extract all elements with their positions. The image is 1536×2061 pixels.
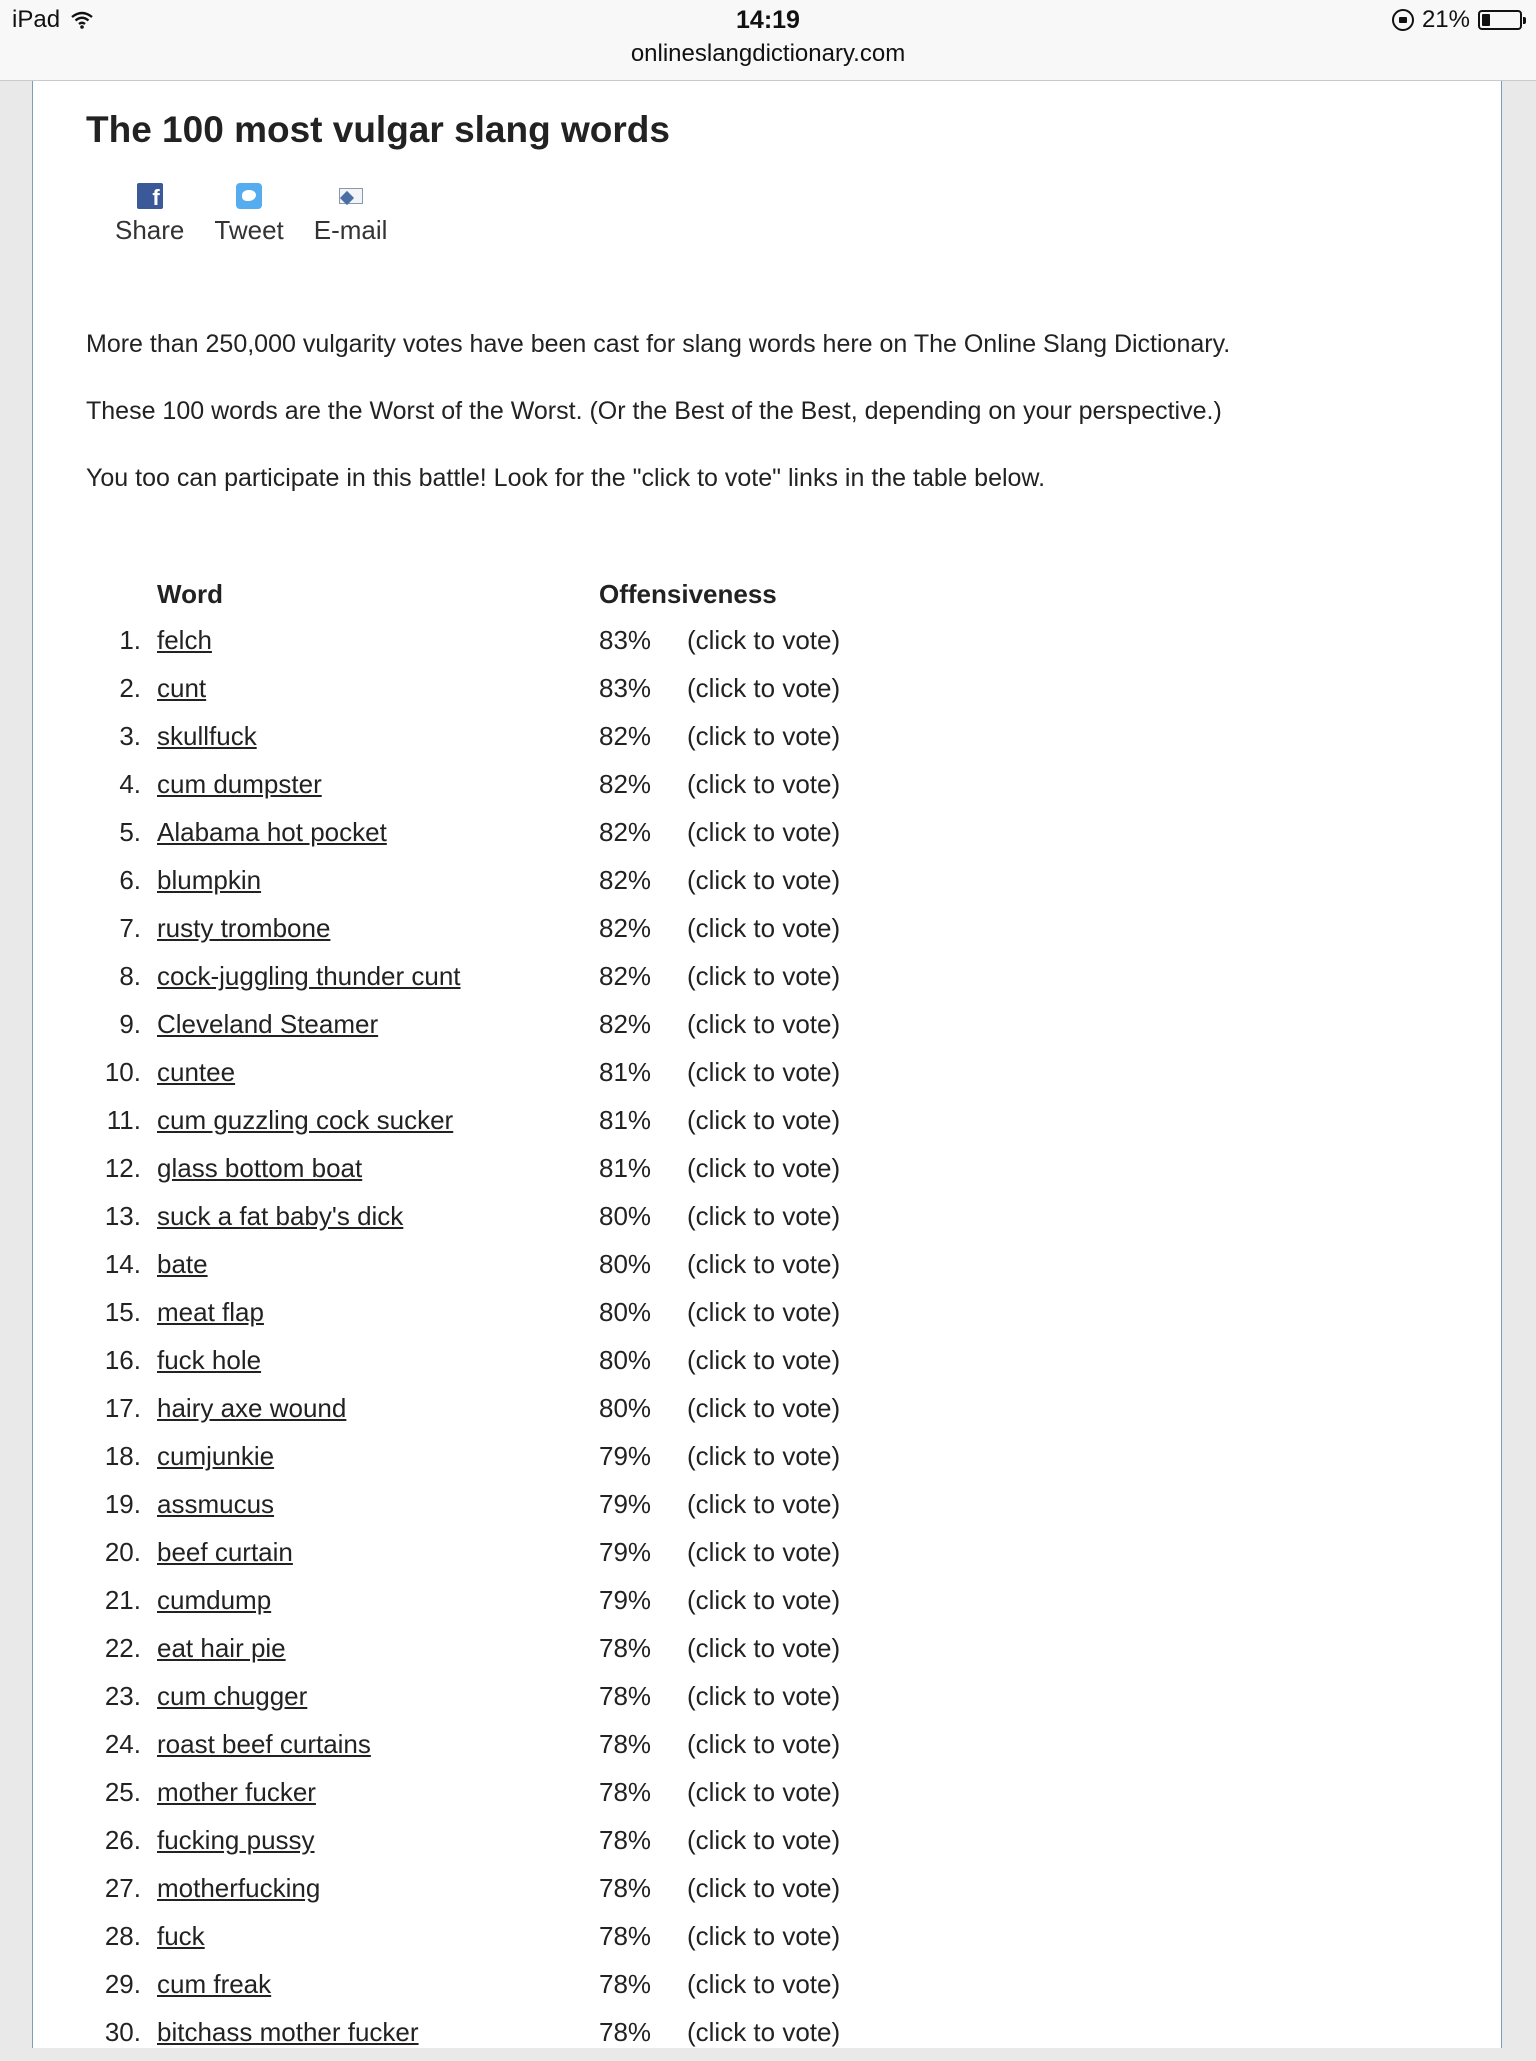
offensiveness-value: 78%: [599, 1921, 652, 1951]
rank-number: 2.: [119, 673, 141, 703]
page-title: The 100 most vulgar slang words: [86, 109, 670, 150]
word-link[interactable]: bate: [157, 1249, 208, 1279]
table-row: [33, 1389, 1503, 1437]
rank-number: 16.: [104, 1345, 141, 1375]
word-link[interactable]: blumpkin: [157, 865, 262, 895]
rank-number: 20.: [104, 1537, 141, 1567]
offensiveness-value: 79%: [599, 1441, 652, 1471]
rank-number: 30.: [104, 2017, 141, 2047]
offensiveness-value: 81%: [599, 1057, 652, 1087]
intro-paragraph: These 100 words are the Worst of the Worst. (Or the Best of the Best, depending on your perspective.): [86, 397, 1222, 425]
rank-number: 14.: [104, 1249, 141, 1279]
table-row: [33, 1197, 1503, 1245]
table-row: [33, 1773, 1503, 1821]
table-row: [33, 2013, 1503, 2061]
rank-number: 9.: [119, 1009, 141, 1039]
offensiveness-value: 79%: [599, 1585, 652, 1615]
offensiveness-value: 82%: [599, 913, 652, 943]
offensiveness-value: 78%: [599, 1681, 652, 1711]
word-link[interactable]: cumjunkie: [157, 1441, 275, 1471]
offensiveness-value: 82%: [599, 865, 652, 895]
email-icon: [338, 183, 364, 209]
vote-link[interactable]: (click to vote): [687, 1921, 841, 1951]
rank-number: 19.: [104, 1489, 141, 1519]
vote-link[interactable]: (click to vote): [687, 865, 841, 895]
offensiveness-value: 78%: [599, 1873, 652, 1903]
vote-link[interactable]: (click to vote): [687, 1057, 841, 1087]
share-label: Share: [115, 215, 185, 245]
status-bar: [0, 0, 1536, 81]
vote-link[interactable]: (click to vote): [687, 1585, 841, 1615]
offensiveness-value: 80%: [599, 1393, 652, 1423]
offensiveness-value: 78%: [599, 2017, 652, 2047]
offensiveness-value: 78%: [599, 1825, 652, 1855]
rank-number: 29.: [104, 1969, 141, 1999]
vote-link[interactable]: (click to vote): [687, 1105, 841, 1135]
vote-link[interactable]: (click to vote): [687, 961, 841, 991]
rank-number: 23.: [104, 1681, 141, 1711]
word-link[interactable]: felch: [157, 625, 212, 655]
word-link[interactable]: cum dumpster: [157, 769, 322, 799]
table-row: [33, 1293, 1503, 1341]
battery-level: [1482, 14, 1490, 26]
table-row: [33, 1149, 1503, 1197]
share-toolbar: [115, 183, 387, 246]
word-link[interactable]: skullfuck: [157, 721, 257, 751]
rank-number: 27.: [104, 1873, 141, 1903]
table-row: [33, 1053, 1503, 1101]
offensiveness-value: 80%: [599, 1201, 652, 1231]
word-link[interactable]: cumdump: [157, 1585, 272, 1615]
vote-link[interactable]: (click to vote): [687, 817, 841, 847]
table-row: [33, 1725, 1503, 1773]
rank-number: 21.: [104, 1585, 141, 1615]
twitter-icon: [236, 183, 262, 209]
offensiveness-value: 82%: [599, 721, 652, 751]
clock: 14:19: [736, 6, 800, 34]
vote-link[interactable]: (click to vote): [687, 1297, 841, 1327]
word-column-header: Word: [157, 579, 223, 609]
table-row: [33, 717, 1503, 765]
device-label: iPad: [12, 6, 61, 33]
vote-link[interactable]: (click to vote): [687, 1249, 841, 1279]
word-link[interactable]: suck a fat baby's dick: [157, 1201, 404, 1231]
vote-link[interactable]: (click to vote): [687, 1681, 841, 1711]
rank-number: 28.: [104, 1921, 141, 1951]
offensiveness-value: 82%: [599, 1009, 652, 1039]
offensiveness-value: 78%: [599, 1777, 652, 1807]
address-bar-url[interactable]: onlineslangdictionary.com: [630, 40, 906, 67]
table-row: [33, 1533, 1503, 1581]
offensiveness-value: 83%: [599, 673, 652, 703]
facebook-icon: f: [137, 183, 163, 209]
vote-link[interactable]: (click to vote): [687, 673, 841, 703]
table-row: [33, 957, 1503, 1005]
word-link[interactable]: eat hair pie: [157, 1633, 286, 1663]
table-row: [33, 1965, 1503, 2013]
offensiveness-value: 78%: [599, 1729, 652, 1759]
vote-link[interactable]: (click to vote): [687, 2017, 841, 2047]
rank-number: 10.: [104, 1057, 141, 1087]
word-link[interactable]: bitchass mother fucker: [157, 2017, 419, 2047]
rotation-lock-icon: [1392, 9, 1414, 31]
rank-number: 12.: [104, 1153, 141, 1183]
table-header: [33, 579, 1503, 619]
word-link[interactable]: rusty trombone: [157, 913, 331, 943]
word-link[interactable]: roast beef curtains: [157, 1729, 371, 1759]
rank-number: 18.: [104, 1441, 141, 1471]
table-row: [33, 1677, 1503, 1725]
email-button[interactable]: [314, 183, 388, 246]
rank-number: 17.: [104, 1393, 141, 1423]
table-row: [33, 669, 1503, 717]
table-row: [33, 1821, 1503, 1869]
email-label: E-mail: [313, 215, 388, 245]
offensiveness-value: 81%: [599, 1153, 652, 1183]
vote-link[interactable]: (click to vote): [687, 1825, 841, 1855]
offensiveness-value: 81%: [599, 1105, 652, 1135]
intro-paragraph: More than 250,000 vulgarity votes have been cast for slang words here on The Online Slang Dictionary.: [86, 330, 1231, 358]
table-row: [33, 1917, 1503, 1965]
vote-link[interactable]: (click to vote): [687, 1777, 841, 1807]
vote-link[interactable]: (click to vote): [687, 1345, 841, 1375]
offensiveness-value: 82%: [599, 769, 652, 799]
offensiveness-value: 79%: [599, 1537, 652, 1567]
vote-link[interactable]: (click to vote): [687, 625, 841, 655]
table-row: [33, 909, 1503, 957]
word-link[interactable]: cunt: [157, 673, 207, 703]
battery-percent: 21%: [1421, 6, 1470, 33]
table-row: [33, 1485, 1503, 1533]
word-link[interactable]: cum chugger: [157, 1681, 308, 1711]
status-right: [1392, 6, 1522, 34]
table-row: [33, 1437, 1503, 1485]
word-link[interactable]: mother fucker: [157, 1777, 316, 1807]
vote-link[interactable]: (click to vote): [687, 1441, 841, 1471]
word-list: [33, 621, 1503, 2061]
rank-number: 7.: [119, 913, 141, 943]
offensiveness-value: 79%: [599, 1489, 652, 1519]
intro-paragraph: You too can participate in this battle! Look for the "click to vote" links in the table below.: [86, 464, 1046, 492]
word-link[interactable]: Alabama hot pocket: [157, 817, 387, 847]
word-link[interactable]: meat flap: [157, 1297, 264, 1327]
vote-link[interactable]: (click to vote): [687, 913, 841, 943]
table-row: [33, 765, 1503, 813]
rank-number: 6.: [119, 865, 141, 895]
table-row: [33, 621, 1503, 669]
table-row: [33, 1581, 1503, 1629]
table-row: [33, 1629, 1503, 1677]
tweet-label: Tweet: [214, 215, 284, 245]
word-link[interactable]: beef curtain: [157, 1537, 293, 1567]
word-link[interactable]: Cleveland Steamer: [157, 1009, 379, 1039]
word-link[interactable]: cum guzzling cock sucker: [157, 1105, 454, 1135]
rank-number: 4.: [119, 769, 141, 799]
word-link[interactable]: fuck hole: [157, 1345, 262, 1375]
rank-number: 15.: [104, 1297, 141, 1327]
table-row: [33, 1005, 1503, 1053]
vote-link[interactable]: (click to vote): [687, 1393, 841, 1423]
battery-icon: [1478, 10, 1522, 30]
offensiveness-value: 78%: [599, 1633, 652, 1663]
word-link[interactable]: glass bottom boat: [157, 1153, 363, 1183]
offensiveness-value: 80%: [599, 1345, 652, 1375]
vote-link[interactable]: (click to vote): [687, 1969, 841, 1999]
word-link[interactable]: hairy axe wound: [157, 1393, 347, 1423]
offensiveness-value: 80%: [599, 1297, 652, 1327]
offensiveness-value: 80%: [599, 1249, 652, 1279]
vote-link[interactable]: (click to vote): [687, 1489, 841, 1519]
rank-number: 11.: [106, 1105, 141, 1135]
rank-number: 22.: [104, 1633, 141, 1663]
rank-number: 26.: [104, 1825, 141, 1855]
rank-number: 1.: [119, 625, 141, 655]
word-link[interactable]: cum freak: [157, 1969, 272, 1999]
table-row: [33, 861, 1503, 909]
vote-link[interactable]: (click to vote): [687, 1873, 841, 1903]
rank-number: 24.: [104, 1729, 141, 1759]
rank-number: 8.: [119, 961, 141, 991]
offensiveness-value: 82%: [599, 817, 652, 847]
offensiveness-column-header: Offensiveness: [599, 579, 777, 609]
word-link[interactable]: cuntee: [157, 1057, 236, 1087]
table-row: [33, 1869, 1503, 1917]
rank-number: 5.: [119, 817, 141, 847]
vote-link[interactable]: (click to vote): [687, 1633, 841, 1663]
vote-link[interactable]: (click to vote): [687, 1537, 841, 1567]
table-row: [33, 1245, 1503, 1293]
vote-link[interactable]: (click to vote): [687, 1153, 841, 1183]
table-row: [33, 1341, 1503, 1389]
rank-number: 25.: [104, 1777, 141, 1807]
vote-link[interactable]: (click to vote): [687, 1729, 841, 1759]
tweet-button[interactable]: [214, 183, 283, 246]
vote-link[interactable]: (click to vote): [687, 721, 841, 751]
table-row: [33, 1101, 1503, 1149]
page-content: [32, 81, 1502, 2048]
rank-number: 3.: [119, 721, 141, 751]
word-link[interactable]: assmucus: [157, 1489, 275, 1519]
facebook-share-button[interactable]: [115, 183, 184, 246]
rank-number: 13.: [104, 1201, 141, 1231]
word-link[interactable]: cock-juggling thunder cunt: [157, 961, 461, 991]
word-link[interactable]: fuck: [157, 1921, 205, 1951]
offensiveness-value: 82%: [599, 961, 652, 991]
table-row: [33, 813, 1503, 861]
word-link[interactable]: motherfucking: [157, 1873, 321, 1903]
word-link[interactable]: fucking pussy: [157, 1825, 315, 1855]
vote-link[interactable]: (click to vote): [687, 1009, 841, 1039]
vote-link[interactable]: (click to vote): [687, 769, 841, 799]
offensiveness-value: 83%: [599, 625, 652, 655]
offensiveness-value: 78%: [599, 1969, 652, 1999]
vote-link[interactable]: (click to vote): [687, 1201, 841, 1231]
